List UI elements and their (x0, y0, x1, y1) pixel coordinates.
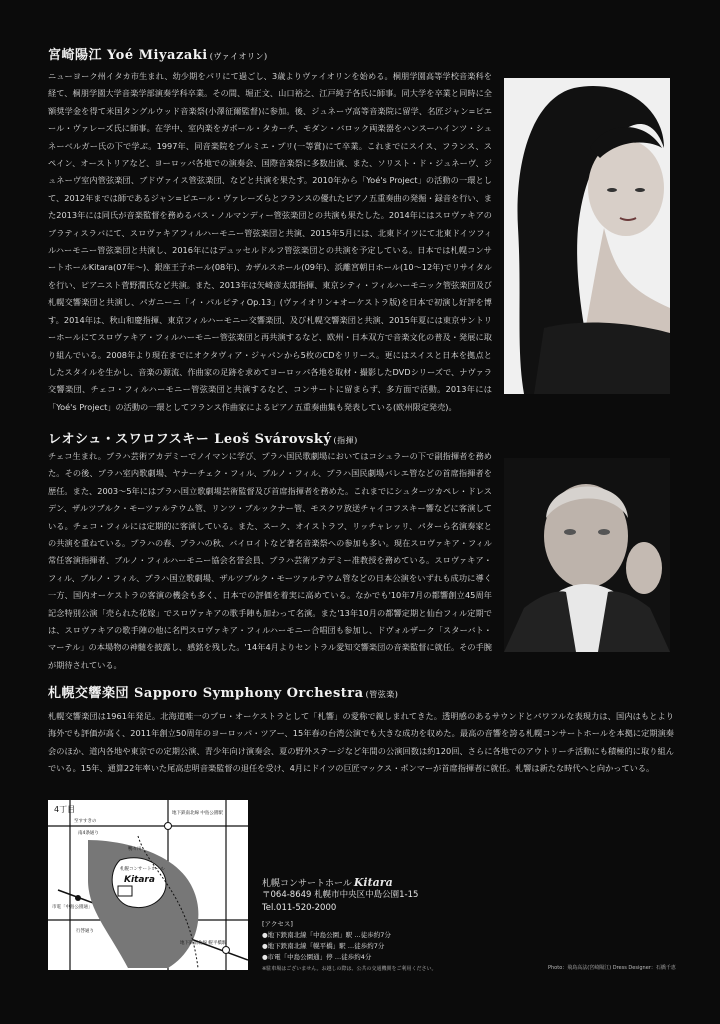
yoe-portrait-photo (504, 78, 670, 394)
leos-heading: レオシュ・スワロフスキー Leoš Svárovský (指揮) (48, 432, 358, 447)
map-label-subway-top: 地下鉄南北線 中島公園駅 (172, 811, 223, 816)
venue-postal: 〒064-8649 札幌市中央区中島公園1-15 (262, 890, 419, 900)
leos-bio: チェコ生まれ。プラハ芸術アカデミーでノイマンに学び、プラハ国民歌劇場においてはコシュラーの下で副指揮者を務めた。その後、プラハ室内歌劇場、ヤナーチェク・フィル、ブルノ・フィル、プラハ国民劇場バレエ管などの首席指揮者を歴任。また、2003〜5年にはプラハ国立歌劇場芸術監督及び首席指揮者を務めた。これまでにシュターツカペレ・ドレスデン、ザルツブルク・モーツァルテウム管、リンツ・ブルックナー管、モスクワ放送チャイコフスキー響などに客演している。チェコ・フィルには定期的に客演している。また、スーク、オイストラフ、リッチャレッリ、パターら名演奏家との共演を重ねている。プラハの春、プラハの秋、バイロイトなど著名音楽祭への参加も多い。現在スロヴァキア・フィル常任客演指揮者、ブルノ・フィルハーモニー協会名誉会員、プラハ芸術アカデミー准教授を務めている。スロヴァキア・フィル、ブルノ・フィル、プラハ国立歌劇場、ザルツブルク・モーツァルテウム管などの日本公演をいずれも成功に導く一方、国内オーケストラの客演の機会も多く、日本での評価を着実に高めている。なかでも'10年7月の都響創立45周年記念特別公演「売られた花嫁」でスロヴァキアの歌手陣も加わって名演。また'13年10月の都響定期と仙台フィル定期では、スロヴァキアの歌手陣の他に名門スロヴァキア・フィルハーモニー合唱団も参加し、ドヴォルザーク「スターバト・マーテル」の本場物の神髄を披露し、感銘を残した。'14年4月よりセントラル愛知交響楽団の音楽監督に就任。その手腕が期待されている。 (48, 451, 492, 670)
venue-access-item: ●市電「中島公園通」停 …徒歩約4分 (262, 953, 372, 961)
map-label-susukino: 至すすきの (74, 819, 97, 824)
map-label-gyokei: 行啓通り (76, 929, 94, 934)
map-label-tram: 市電「中島公園通」 (52, 905, 93, 910)
yoe-section (48, 44, 508, 63)
yoe-bio: ニューヨーク州イタカ市生まれ、幼少期をパリにて過ごし、3歳よりヴァイオリンを始める。桐朋学園高等学校音楽科を経て、桐朋学園大学音楽学部演奏学科卒業。その間、堀正文、山口裕之、江戸純子各氏に師事。同大学を卒業と同時に全額奨学金を得て米国タングルウッド音楽祭(小澤征爾監督)に参加。後、ジュネーヴ高等音楽院に留学、名匠ジャン=ピエール・ヴァレーズ氏に師事。在学中、室内楽をガボール・タカーチ、モダン・バロック両楽器をハンスーハインツ・シュネーベルガー氏の下で学ぶ。1997年、同音楽院をプルミエ・プリ(一等賞)にて卒業。これまでにスイス、フランス、スペイン、オーストリアなど、ヨーロッパ各地での演奏会、国際音楽祭に多数出演、また、ソリスト・ド・ジュネーヴ、ジュネーヴ室内管弦楽団、ブドヴァイス管弦楽団、などと共演を果たす。2010年から「Yoé's Project」の活動の一環として、2012年までは師であるジャン=ピエール・ヴァレーズらとフランスの優れたピアノ五重奏曲の発掘・録音を行い、また2013年には同氏が音楽監督を務めるバス・ノルマンディー管弦楽団との共演も果たした。2014年にはスロヴァキアのブラティスラバにて、スロヴァキアフィルハーモニー管弦楽団と共演、2015年5月には、北東ドイツにて北東ドイツフィルハーモニー管弦楽団と共演し、2016年にはデュッセルドルフ管弦楽団との共演を予定している。日本では札幌コンサートホールKitara(07年〜)、銀座王子ホール(08年)、カザルスホール(09年)、浜離宮朝日ホール(10〜12年)でリサイタルを行い、ピアニスト菅野潤氏など共演。また、2013年は矢崎彦太郎指揮、東京シティ・フィルハーモニック管弦楽団及び札幌交響楽団と共演し、パガニーニ「イ・パルピティOp.13」(ヴァイオリン+オーケストラ版)を日本で初演し好評を博す。2014年は、秋山和慶指揮、東京フィルハーモニー交響楽団、及び札幌交響楽団と共演、2015年夏には東京サントリーホールにてスロヴァキア・フィルハーモニー管弦楽団と再共演するなど、欧州・日本双方で音楽文化の普及・発展に取り組んでいる。2008年より現在までにオクタヴィア・ジャパンから5枚のCDをリリース。更にはスイスと日本を拠点としたスタイルを生かし、音楽の源流、作曲家の足跡を求めてヨーロッパ各地を取材・撮影したDVDシリーズで、ナヴァラ交響楽団、チェコ・フィルハーモニー管弦楽団と共演するなど、コンサートに留まらず、多方面で活動。2013年には「Yoé's Project」の活動の一環としてフランス作曲家によるピアノ五重奏曲集も発表している(欧州限定発売)。 (48, 71, 492, 412)
map-label-logo: Kitara (124, 875, 155, 885)
venue-map (48, 800, 248, 970)
venue-note: ※駐車場はございません。お越しの際は、公共の交通機関をご利用ください。 (262, 966, 437, 972)
venue-tel: Tel.011-520-2000 (262, 903, 337, 913)
map-label-minami4: 南4条通り (78, 831, 99, 836)
map-label-hall: 札幌コンサートホール (120, 867, 165, 872)
venue-access-item: ●地下鉄南北線「中島公園」駅 …徒歩約7分 (262, 931, 391, 939)
venue-name: 札幌コンサートホール Kitara (262, 876, 393, 889)
sso-heading: 札幌交響楽団 Sapporo Symphony Orchestra (管弦楽) (48, 686, 399, 701)
leos-section (48, 428, 508, 447)
map-label-4jo: 4丁目 (54, 805, 76, 814)
leos-portrait-photo (504, 458, 670, 652)
photo-credits: Photo：飛鳥高法(宮崎陽江) Dress Designer：石橋千恵 (548, 965, 676, 971)
sso-bio: 札幌交響楽団は1961年発足。北海道唯一のプロ・オーケストラとして「札響」の愛称で親しまれてきた。透明感のあるサウンドとパワフルな表現力は、国内はもとより海外でも評価が高く、2011年創立50周年のヨーロッパ・ツアー、15年春の台湾公演でも大きな成功を収めた。最高の音響を誇る札幌コンサートホールを本拠に定期演奏会のほか、道内各地や東京での定期公演、青少年向け演奏会、夏の野外ステージなど年間の公演回数は約120回、さらに各地でのアウトリーチ活動にも積極的に取り組んでいる。15年、通算22年率いた尾高忠明音楽監督の退任を受け、4月にドイツの巨匠マックス・ポンマーが首席指揮者に就任。札響は新たな時代へと向かっている。 (48, 711, 674, 774)
venue-info (262, 876, 462, 972)
venue-access-label: [アクセス] (262, 920, 293, 928)
yoe-heading: 宮崎陽江 Yoé Miyazaki (ヴァイオリン) (48, 48, 268, 63)
map-label-subway-bottom: 地下鉄南北線 幌平橋駅 (180, 941, 227, 946)
sso-section (48, 682, 688, 701)
map-label-kamoyamo: 鴨々川 (128, 847, 142, 852)
venue-access-item: ●地下鉄南北線「幌平橋」駅 …徒歩約7分 (262, 942, 385, 950)
